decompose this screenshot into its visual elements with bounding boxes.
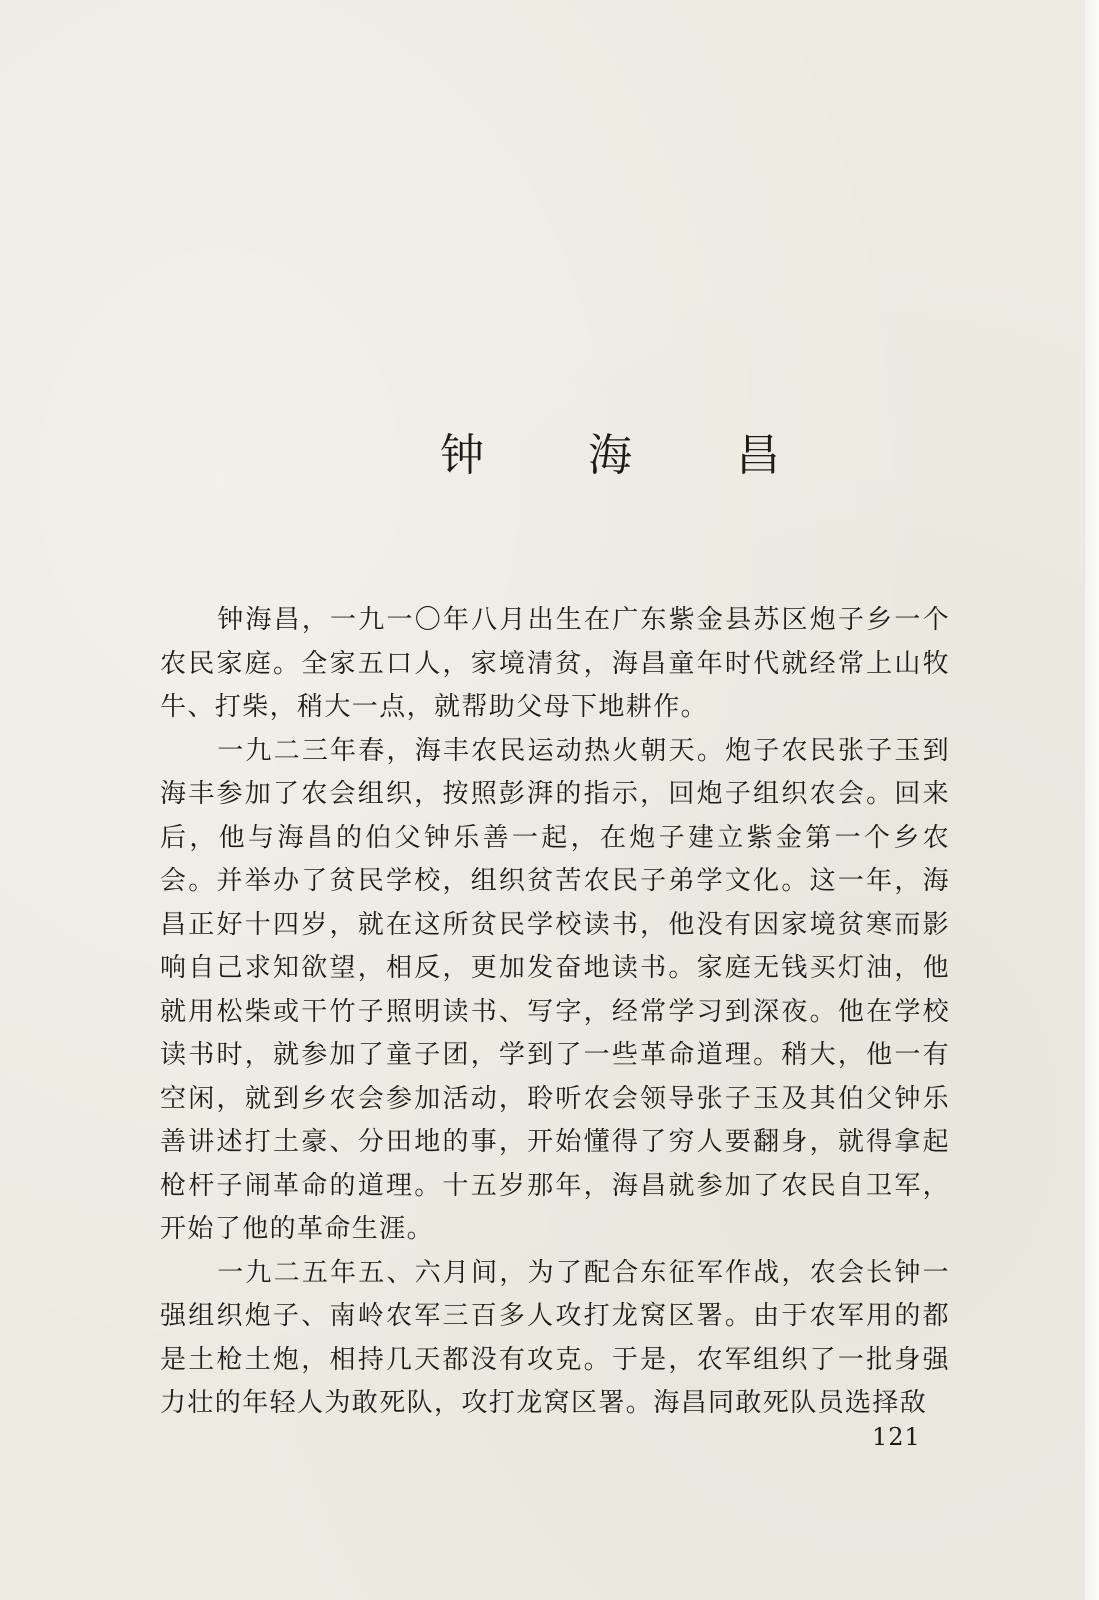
- page-edge: [1085, 0, 1099, 1600]
- chapter-title: 钟 海 昌: [440, 430, 810, 481]
- body-text: [160, 599, 950, 1426]
- paragraph-1: 钟海昌，一九一〇年八月出生在广东紫金县苏区炮子乡一个农民家庭。全家五口人，家境清贫，海昌童年时代就经常上山牧牛、打柴，稍大一点，就帮助父母下地耕作。: [160, 605, 950, 722]
- page-number: 121: [872, 1423, 921, 1451]
- paragraph-3: 一九二五年五、六月间，为了配合东征军作战，农会长钟一强组织炮子、南岭农军三百多人攻打龙窝区署。由于农军用的都是土枪土炮，相持几天都没有攻克。于是，农军组织了一批身强力壮的年轻人为敢死队，攻打龙窝区署。海昌同敢死队员选择敌: [160, 1257, 950, 1418]
- paragraph-2: 一九二三年春，海丰农民运动热火朝天。炮子农民张子玉到海丰参加了农会组织，按照彭湃的指示，回炮子组织农会。回来后，他与海昌的伯父钟乐善一起，在炮子建立紫金第一个乡农会。并举办了贫民学校，组织贫苦农民子弟学文化。这一年，海昌正好十四岁，就在这所贫民学校读书，他没有因家境贫寒而影响自己求知欲望，相反，更加发奋地读书。家庭无钱买灯油，他就用松柴或干竹子照明读书、写字，经常学习到深夜。他在学校读书时，就参加了童子团，学到了一些革命道理。稍大，他一有空闲，就到乡农会参加活动，聆听农会领导张子玉及其伯父钟乐善讲述打土豪、分田地的事，开始懂得了穷人要翻身，就得拿起枪杆子闹革命的道理。十五岁那年，海昌就参加了农民自卫军，开始了他的革命生涯。: [160, 735, 950, 1244]
